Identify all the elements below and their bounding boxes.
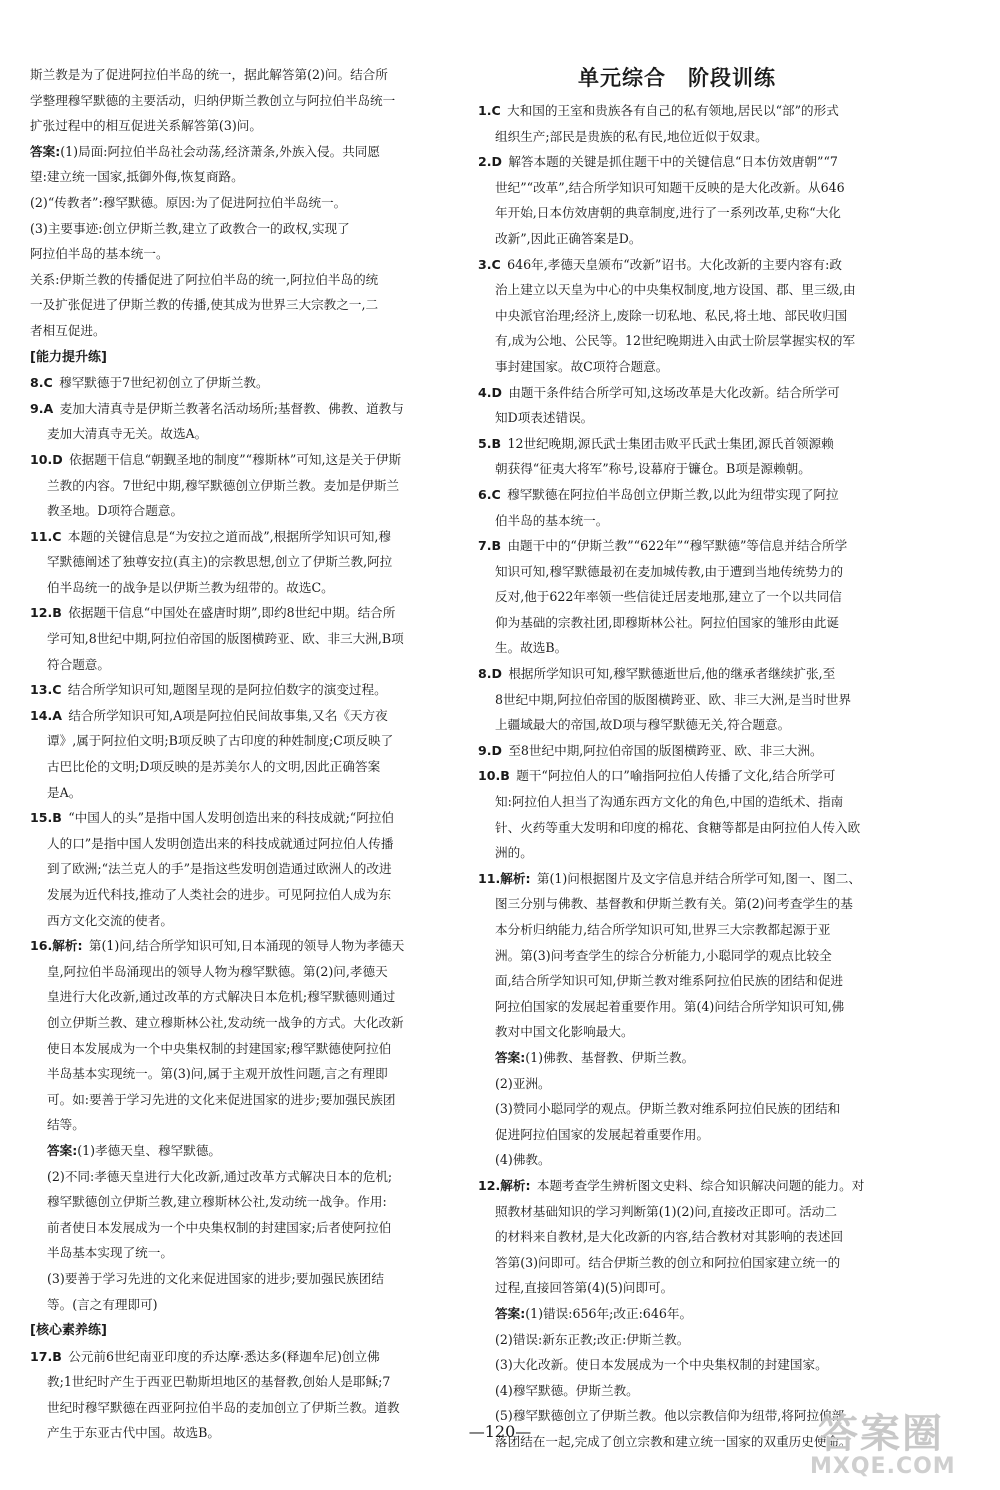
text-line bbox=[478, 380, 926, 406]
text-line bbox=[30, 882, 478, 908]
line-text: 创立伊斯兰教、建立穆斯林公社,发动统一战争的方式。大化改新 bbox=[47, 1014, 404, 1030]
line-text: 阿拉伯国家的发展起着重要作用。第(4)问结合所学知识可知,佛 bbox=[495, 998, 845, 1014]
line-text: 扩张过程中的相互促进关系解答第(3)问。 bbox=[30, 118, 262, 134]
line-text: (4)佛教。 bbox=[495, 1152, 551, 1168]
line-text: 穆罕默德在阿拉伯半岛创立伊斯兰教,以此为纽带实现了阿拉 bbox=[507, 486, 839, 502]
line-text: 人的口”是指中国人发明创造出来的科技成就通过阿拉伯人传播 bbox=[47, 835, 394, 851]
line-text: 古巴比伦的文明;D项反映的是苏美尔人的文明,因此正确答案 bbox=[47, 759, 381, 775]
question-number: 17.B bbox=[30, 1348, 62, 1364]
text-line bbox=[478, 1173, 926, 1199]
text-line bbox=[478, 482, 926, 508]
line-text: 穆罕默德于7世纪初创立了伊斯兰教。 bbox=[59, 375, 269, 391]
text-line bbox=[30, 933, 478, 959]
text-line bbox=[30, 139, 478, 165]
text-line bbox=[30, 292, 478, 318]
watermark-url: MXQE.COM bbox=[810, 1454, 956, 1479]
text-line bbox=[478, 149, 926, 175]
text-line bbox=[478, 610, 926, 636]
line-text: 世纪”“改革”,结合所学知识可知题干反映的是大化改新。从646 bbox=[495, 179, 845, 195]
line-text: (2)错误:新东正教;改正:伊斯兰教。 bbox=[495, 1331, 690, 1347]
text-line bbox=[30, 908, 478, 934]
line-text: 上疆域最大的帝国,故D项与穆罕默德无关,符合题意。 bbox=[495, 717, 791, 733]
line-text: 是A。 bbox=[47, 784, 82, 800]
question-number: 10.D bbox=[30, 451, 63, 467]
text-line bbox=[478, 1352, 926, 1378]
text-line bbox=[30, 421, 478, 447]
text-line bbox=[30, 805, 478, 831]
text-line bbox=[478, 1301, 926, 1327]
question-number: 2.D bbox=[478, 154, 503, 170]
text-line bbox=[30, 1266, 478, 1292]
line-text: (4)穆罕默德。伊斯兰教。 bbox=[495, 1382, 639, 1398]
line-text: 教对中国文化影响最大。 bbox=[495, 1024, 634, 1040]
text-line bbox=[30, 190, 478, 216]
text-line bbox=[478, 252, 926, 278]
text-line bbox=[30, 984, 478, 1010]
text-line bbox=[30, 1317, 478, 1344]
line-text: 知:阿拉伯人担当了沟通东西方文化的角色,中国的造纸术、指南 bbox=[495, 794, 844, 810]
text-line bbox=[30, 652, 478, 678]
line-text: 针、火药等重大发明和印度的棉花、食糖等都是由阿拉伯人传入欧 bbox=[495, 819, 861, 835]
right-column bbox=[478, 58, 926, 1454]
text-line bbox=[30, 88, 478, 114]
line-text: (2)亚洲。 bbox=[495, 1075, 551, 1091]
text-line bbox=[478, 226, 926, 252]
line-text: 望:建立统一国家,抵御外侮,恢复商路。 bbox=[30, 169, 244, 185]
question-number: 10.B bbox=[478, 768, 510, 784]
text-line bbox=[478, 1045, 926, 1071]
text-line bbox=[478, 994, 926, 1020]
answer-label: 答案: bbox=[495, 1049, 526, 1065]
text-line bbox=[30, 1036, 478, 1062]
line-text: 麦加大清真寺是伊斯兰教著名活动场所;基督教、佛教、道教与 bbox=[59, 400, 404, 416]
text-line bbox=[478, 98, 926, 124]
line-text: 依据题干信息“朝觐圣地的制度”“穆斯林”可知,这是关于伊斯 bbox=[69, 451, 402, 467]
line-text: 反对,他于622年率领一些信徒迁居麦地那,建立了一个以共同信 bbox=[495, 589, 842, 605]
line-text: (1)孝德天皇、穆罕默德。 bbox=[77, 1142, 222, 1158]
line-text: (2)不同:孝德天皇进行大化改新,通过改革方式解决日本的危机; bbox=[47, 1168, 393, 1184]
line-text: 结合所学知识可知,A项是阿拉伯民间故事集,又名《天方夜 bbox=[68, 707, 388, 723]
text-line bbox=[30, 396, 478, 422]
text-line bbox=[478, 789, 926, 815]
line-text: 知D项表述错误。 bbox=[495, 410, 594, 426]
text-line bbox=[478, 277, 926, 303]
line-text: 本分析归纳能力,结合所学知识可知,世界三大宗教都起源于亚 bbox=[495, 922, 831, 937]
line-text: 洲的。 bbox=[495, 845, 533, 861]
line-text: 伯半岛统一的战争是以伊斯兰教为纽带的。故选C。 bbox=[47, 579, 334, 595]
line-text: 由题干条件结合所学可知,这场改革是大化改新。结合所学可 bbox=[508, 384, 840, 400]
question-number: 12.B bbox=[30, 605, 62, 621]
text-line bbox=[478, 1019, 926, 1045]
text-line bbox=[478, 584, 926, 610]
text-line bbox=[30, 959, 478, 985]
answer-label: 答案: bbox=[47, 1142, 78, 1158]
line-text: 关系:伊斯兰教的传播促进了阿拉伯半岛的统一,阿拉伯半岛的统 bbox=[30, 271, 379, 287]
text-line bbox=[30, 1010, 478, 1036]
text-line bbox=[478, 431, 926, 457]
line-text: 朝获得“征夷大将军”称号,设幕府于镰仓。B项是源赖朝。 bbox=[495, 461, 811, 477]
line-text: 12世纪晚期,源氏武士集团击败平氏武士集团,源氏首领源赖 bbox=[507, 435, 834, 451]
question-number: 16.解析: bbox=[30, 938, 83, 954]
text-line bbox=[478, 533, 926, 559]
line-text: 根据所学知识可知,穆罕默德逝世后,他的继承者继续扩张,至 bbox=[508, 666, 836, 682]
question-number: 9.A bbox=[30, 400, 54, 416]
line-text: 发展为近代科技,推动了人类社会的进步。可见阿拉伯人成为东 bbox=[47, 887, 392, 902]
line-text: 解答本题的关键是抓住题干中的关键信息“日本仿效唐朝”“7 bbox=[508, 154, 838, 170]
line-text: 可。如:要善于学习先进的文化来促进国家的进步;要加强民族团 bbox=[47, 1091, 396, 1107]
text-line bbox=[30, 524, 478, 550]
text-line bbox=[30, 498, 478, 524]
text-line bbox=[478, 635, 926, 661]
text-line bbox=[30, 677, 478, 703]
line-text: 等。(言之有理即可) bbox=[47, 1296, 158, 1312]
text-line bbox=[30, 164, 478, 190]
line-text: 本题的关键信息是“为安拉之道而战”,根据所学知识可知,穆 bbox=[67, 528, 391, 544]
line-text: (3)主要事迹:创立伊斯兰教,建立了政教合一的政权,实现了 bbox=[30, 220, 350, 236]
line-text: 罕默德阐述了独尊安拉(真主)的宗教思想,创立了伊斯兰教,阿拉 bbox=[47, 554, 393, 570]
line-text: 西方文化交流的使者。 bbox=[47, 912, 173, 928]
line-text: 年开始,日本仿效唐朝的典章制度,进行了一系列改革,史称“大化 bbox=[495, 205, 841, 221]
line-text: (1)局面:阿拉伯半岛社会动荡,经济萧条,外族入侵。共同愿 bbox=[60, 143, 380, 159]
text-line bbox=[478, 687, 926, 713]
line-text: 第(1)问根据图片及文字信息并结合所学可知,图一、图二、 bbox=[536, 870, 861, 886]
question-number: 4.D bbox=[478, 384, 503, 400]
line-text: 答第(3)问即可。结合伊斯兰教的创立和阿拉伯国家建立统一的 bbox=[495, 1254, 841, 1270]
line-text: 教;1世纪时产生于西亚巴勒斯坦地区的基督教,创始人是耶稣;7 bbox=[47, 1374, 391, 1390]
line-text: 斯兰教是为了促进阿拉伯半岛的统一，据此解答第(2)问。结合所 bbox=[30, 67, 388, 82]
text-line bbox=[478, 815, 926, 841]
question-number: 5.B bbox=[478, 435, 502, 451]
answer-label: 答案: bbox=[495, 1305, 526, 1321]
line-text: 兰教的内容。7世纪中期,穆罕默德创立伊斯兰教。麦加是伊斯兰 bbox=[47, 477, 400, 493]
text-line bbox=[478, 354, 926, 380]
line-text: 646年,孝德天皇颁布“改新”诏书。大化改新的主要内容有:政 bbox=[507, 256, 842, 272]
text-line bbox=[30, 216, 478, 242]
text-line bbox=[30, 856, 478, 882]
text-line bbox=[478, 405, 926, 431]
text-line bbox=[478, 124, 926, 150]
line-text: 事封建国家。故C项符合题意。 bbox=[495, 358, 669, 374]
line-text: 改新”,因此正确答案是D。 bbox=[495, 230, 642, 246]
line-text: 治上建立以天皇为中心的中央集权制度,地方设国、郡、里三级,由 bbox=[495, 282, 856, 298]
question-number: 6.C bbox=[478, 486, 501, 502]
text-line bbox=[478, 1071, 926, 1097]
text-line bbox=[30, 473, 478, 499]
line-text: 8世纪中期,阿拉伯帝国的版图横跨亚、欧、非三大洲,是当时世界 bbox=[495, 691, 852, 707]
line-text: 谭》,属于阿拉伯文明;B项反映了古印度的种姓制度;C项反映了 bbox=[47, 733, 394, 749]
text-line bbox=[30, 754, 478, 780]
text-line bbox=[478, 738, 926, 764]
line-text: (3)要善于学习先进的文化来促进国家的进步;要加强民族团结 bbox=[47, 1270, 384, 1286]
line-text: 公元前6世纪南亚印度的乔达摩·悉达多(释迦牟尼)创立佛 bbox=[68, 1348, 380, 1364]
text-line bbox=[30, 1292, 478, 1318]
line-text: 教圣地。D项符合题意。 bbox=[47, 503, 184, 519]
line-text: 面,结合所学知识可知,伊斯兰教对维系阿拉伯民族的团结和促进 bbox=[495, 973, 844, 989]
text-line bbox=[30, 447, 478, 473]
text-line bbox=[30, 780, 478, 806]
left-column bbox=[30, 62, 478, 1446]
question-number: 15.B bbox=[30, 810, 62, 826]
section-label: [核心素养练] bbox=[30, 1323, 107, 1339]
line-text: 第(1)问,结合所学知识可知,日本涌现的领导人物为孝德天 bbox=[88, 938, 405, 954]
line-text: 前者使日本发展成为一个中央集权制的封建国家;后者使阿拉伯 bbox=[47, 1219, 392, 1235]
text-line bbox=[478, 917, 926, 943]
line-text: 本题考查学生辨析图文史料、综合知识解决问题的能力。对 bbox=[536, 1177, 865, 1193]
question-number: 3.C bbox=[478, 256, 501, 272]
heading-part1: 单元综合 bbox=[578, 66, 666, 90]
text-line bbox=[30, 831, 478, 857]
line-text: 中央派官治理;经济上,废除一切私地、私民,将土地、部民收归国 bbox=[495, 307, 848, 323]
heading-part2: 阶段训练 bbox=[688, 66, 776, 90]
question-number: 11.解析: bbox=[478, 870, 531, 886]
text-line bbox=[30, 1138, 478, 1164]
text-line bbox=[30, 1369, 478, 1395]
line-text: 到了欧洲;“法兰克人的手”是指这些发明创造通过欧洲人的改进 bbox=[47, 861, 392, 877]
text-line bbox=[478, 763, 926, 789]
line-text: (1)错误:656年;改正:646年。 bbox=[525, 1305, 693, 1321]
line-text: 皇进行大化改新,通过改革的方式解决日本危机;穆罕默德则通过 bbox=[47, 989, 396, 1005]
line-text: 生。故选B。 bbox=[495, 640, 568, 656]
line-text: 仰为基础的宗教社团,即穆斯林公社。阿拉伯国家的雏形由此诞 bbox=[495, 614, 840, 630]
line-text: 至8世纪中期,阿拉伯帝国的版图横跨亚、欧、非三大洲。 bbox=[508, 742, 823, 758]
text-line bbox=[30, 267, 478, 293]
line-text: 由题干中的“伊斯兰教”“622年”“穆罕默德”等信息并结合所学 bbox=[507, 538, 848, 554]
text-line bbox=[30, 1112, 478, 1138]
text-line bbox=[478, 1250, 926, 1276]
watermark-text: 答案圈 bbox=[818, 1411, 944, 1457]
question-number: 1.C bbox=[478, 103, 501, 118]
line-text: 半岛基本实现统一。第(3)问,属于主观开放性问题,言之有理即 bbox=[47, 1066, 388, 1082]
line-text: 者相互促进。 bbox=[30, 322, 106, 338]
text-line bbox=[30, 113, 478, 139]
text-line bbox=[478, 1327, 926, 1353]
line-text: 有,成为公地、公民等。12世纪晚期进入由武士阶层掌握实权的军 bbox=[495, 333, 856, 349]
text-line bbox=[478, 1122, 926, 1148]
line-text: 结等。 bbox=[47, 1117, 85, 1133]
line-text: 产生于东亚古代中国。故选B。 bbox=[47, 1425, 220, 1441]
line-text: 结合所学知识可知,题图呈现的是阿拉伯数字的演变过程。 bbox=[67, 682, 387, 698]
line-text: (3)大化改新。使日本发展成为一个中央集权制的封建国家。 bbox=[495, 1357, 828, 1373]
text-line bbox=[478, 1224, 926, 1250]
text-line bbox=[30, 575, 478, 601]
text-line bbox=[30, 241, 478, 267]
line-text: 过程,直接回答第(4)(5)问即可。 bbox=[495, 1280, 674, 1296]
text-line bbox=[478, 175, 926, 201]
text-line bbox=[478, 840, 926, 866]
text-line bbox=[478, 303, 926, 329]
line-text: 世纪时穆罕默德在西亚阿拉伯半岛的麦加创立了伊斯兰教。道教 bbox=[47, 1399, 400, 1415]
text-line bbox=[30, 600, 478, 626]
line-text: (1)佛教、基督教、伊斯兰教。 bbox=[525, 1049, 695, 1065]
text-line bbox=[478, 328, 926, 354]
question-number: 9.D bbox=[478, 742, 503, 758]
line-text: (2)“传教者”:穆罕默德。原因:为了促进阿拉伯半岛统一。 bbox=[30, 194, 347, 210]
line-text: 大和国的王室和贵族各有自己的私有领地,居民以“部”的形式 bbox=[507, 103, 839, 118]
line-text: 洲。第(3)问考查学生的综合分析能力,小聪同学的观点比较全 bbox=[495, 947, 832, 963]
line-text: 促进阿拉伯国家的发展起着重要作用。 bbox=[495, 1126, 710, 1142]
text-line bbox=[478, 456, 926, 482]
text-line bbox=[478, 1275, 926, 1301]
text-line bbox=[30, 370, 478, 396]
line-text: 穆罕默德创立伊斯兰教,建立穆斯林公社,发动统一战争。作用: bbox=[47, 1194, 387, 1210]
text-line bbox=[478, 866, 926, 892]
question-number: 7.B bbox=[478, 538, 502, 554]
line-text: (3)赞同小聪同学的观点。伊斯兰教对维系阿拉伯民族的团结和 bbox=[495, 1101, 841, 1117]
text-line bbox=[478, 200, 926, 226]
text-line bbox=[30, 549, 478, 575]
text-line bbox=[30, 344, 478, 371]
line-text: 半岛基本实现了统一。 bbox=[47, 1245, 173, 1261]
text-line bbox=[478, 1199, 926, 1225]
text-line bbox=[478, 661, 926, 687]
line-text: 题干“阿拉伯人的口”喻指阿拉伯人传播了文化,结合所学可 bbox=[516, 768, 836, 784]
question-number: 12.解析: bbox=[478, 1177, 531, 1193]
line-text: 的材料来自教材,是大化改新的内容,结合教材对其影响的表述回 bbox=[495, 1229, 844, 1245]
question-number: 11.C bbox=[30, 528, 62, 544]
text-line bbox=[30, 1164, 478, 1190]
text-line bbox=[478, 508, 926, 534]
text-line bbox=[30, 728, 478, 754]
line-text: 学可知,8世纪中期,阿拉伯帝国的版图横跨亚、欧、非三大洲,B项 bbox=[47, 631, 404, 647]
text-line bbox=[30, 1061, 478, 1087]
text-line bbox=[30, 62, 478, 88]
line-text: 照教材基础知识的学习判断第(1)(2)问,直接改正即可。活动二 bbox=[495, 1203, 837, 1219]
line-text: 符合题意。 bbox=[47, 656, 110, 672]
page-number: —120— bbox=[468, 1422, 532, 1441]
line-text: 知识可知,穆罕默德最初在麦加城传教,由于遭到当地传统势力的 bbox=[495, 563, 844, 579]
text-line bbox=[478, 712, 926, 738]
question-number: 13.C bbox=[30, 682, 62, 698]
question-number: 8.D bbox=[478, 666, 503, 682]
line-text: 伯半岛的基本统一。 bbox=[495, 512, 609, 528]
text-line bbox=[478, 559, 926, 585]
text-line bbox=[30, 1240, 478, 1266]
line-text: 组织生产;部民是贵族的私有民,地位近似于奴隶。 bbox=[495, 128, 768, 144]
line-text: 一及扩张促进了伊斯兰教的传播,使其成为世界三大宗教之一,二 bbox=[30, 297, 379, 313]
text-line bbox=[30, 703, 478, 729]
line-text: 皇,阿拉伯半岛涌现出的领导人物为穆罕默德。第(2)问,孝德天 bbox=[47, 963, 388, 979]
line-text: “中国人的头”是指中国人发明创造出来的科技成就;“阿拉伯 bbox=[68, 810, 395, 826]
text-line bbox=[30, 1189, 478, 1215]
text-line bbox=[30, 1087, 478, 1113]
line-text: 阿拉伯半岛的基本统一。 bbox=[30, 246, 169, 262]
text-line bbox=[478, 968, 926, 994]
text-line bbox=[30, 1395, 478, 1421]
line-text: 依据题干信息“中国处在盛唐时期”,即约8世纪中期。结合所 bbox=[68, 605, 396, 621]
watermark-logo bbox=[800, 1400, 996, 1484]
line-text: 落团结在一起,完成了创立宗教和建立统一国家的双重历史使命。 bbox=[495, 1433, 852, 1449]
line-text: 图三分别与佛教、基督教和伊斯兰教有关。第(2)问考查学生的基 bbox=[495, 896, 853, 912]
text-line bbox=[30, 318, 478, 344]
text-line bbox=[30, 1344, 478, 1370]
question-number: 8.C bbox=[30, 375, 53, 391]
line-text: (5)穆罕默德创立了伊斯兰教。他以宗教信仰为纽带,将阿拉伯部 bbox=[495, 1408, 845, 1424]
text-line bbox=[478, 891, 926, 917]
question-number: 14.A bbox=[30, 707, 63, 723]
text-line bbox=[30, 626, 478, 652]
text-line bbox=[30, 1215, 478, 1241]
text-line bbox=[478, 943, 926, 969]
line-text: 学整理穆罕默德的主要活动，归纳伊斯兰教创立与阿拉伯半岛统一 bbox=[30, 92, 396, 108]
answer-label: 答案: bbox=[30, 143, 61, 159]
line-text: 使日本发展成为一个中央集权制的封建国家;穆罕默德使阿拉伯 bbox=[47, 1040, 392, 1056]
line-text: 麦加大清真寺无关。故选A。 bbox=[47, 426, 208, 442]
text-line bbox=[478, 1096, 926, 1122]
text-line bbox=[478, 1147, 926, 1173]
section-label: [能力提升练] bbox=[30, 349, 107, 365]
